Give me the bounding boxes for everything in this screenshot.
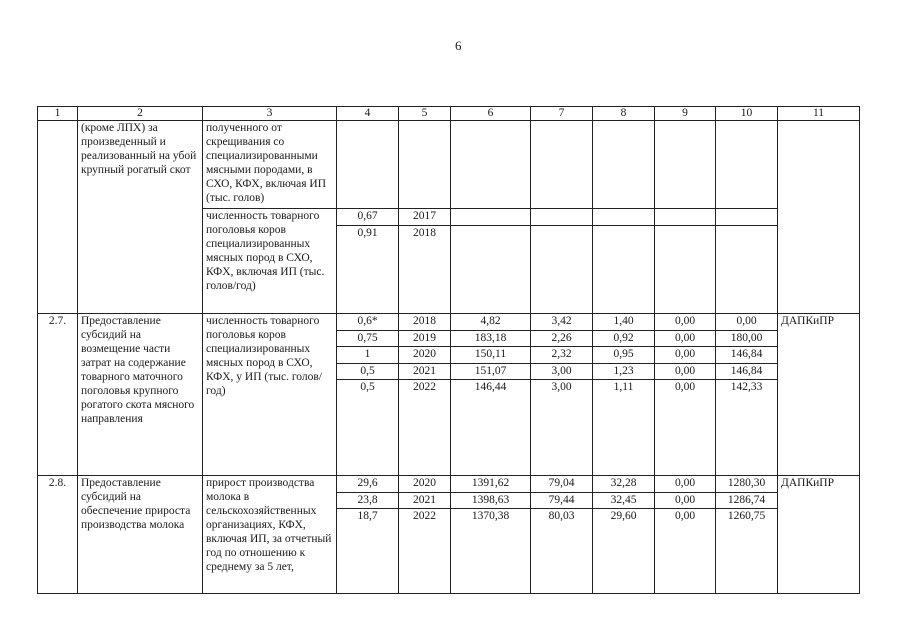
year: 2018 — [413, 226, 436, 239]
responsible-body: ДАПКиПР — [778, 476, 860, 594]
total-funding: 1391,62 — [451, 476, 530, 493]
year: 2022 — [413, 381, 436, 393]
header-row — [38, 107, 860, 121]
indicator-name: полученного от скрещивания со специализированными мясными породами, в СХО, КФХ, включая ИП (тыс. голов) — [203, 121, 337, 209]
col-header: 10 — [716, 107, 778, 121]
funding-value: 1,23 — [593, 364, 654, 381]
measure-name: Предоставление субсидий на обеспечение прироста производства молока — [78, 476, 203, 594]
funding-value: 3,00 — [531, 364, 592, 381]
year: 2020 — [399, 347, 450, 364]
funding-value: 180,00 — [716, 331, 777, 348]
funding-value: 146,84 — [716, 364, 777, 381]
indicator-value: 23,8 — [337, 493, 398, 510]
funding-value: 1280,30 — [716, 476, 777, 493]
year: 2021 — [399, 364, 450, 381]
col-header: 3 — [203, 107, 337, 121]
indicator-value: 0,5 — [337, 364, 398, 381]
col-header: 4 — [337, 107, 399, 121]
year: 2020 — [399, 476, 450, 493]
indicator-value: 0,75 — [337, 331, 398, 348]
year: 2017 — [399, 209, 450, 226]
col-header: 2 — [78, 107, 203, 121]
funding-value: 0,00 — [655, 331, 715, 348]
funding-value: 1,11 — [613, 381, 634, 393]
indicator-value: 18,7 — [357, 510, 378, 522]
table-row — [38, 476, 860, 594]
indicator-value: 1 — [337, 347, 398, 364]
year: 2018 — [399, 314, 450, 331]
funding-value: 0,00 — [655, 314, 715, 331]
table-row — [38, 314, 860, 476]
indicator-name: численность товарного поголовья коров специализированных мясных пород в СХО, КФХ, у ИП (тыс. голов/ год) — [203, 314, 337, 476]
total-funding: 146,44 — [474, 381, 507, 393]
total-funding: 1398,63 — [451, 493, 530, 510]
col-header: 1 — [38, 107, 78, 121]
indicator-value: 0,67 — [337, 209, 398, 226]
funding-value: 79,04 — [531, 476, 592, 493]
row-number: 2.7. — [38, 314, 78, 476]
funding-value: 0,00 — [674, 510, 696, 522]
total-funding: 183,18 — [451, 331, 530, 348]
total-funding: 151,07 — [451, 364, 530, 381]
funding-value: 1260,75 — [727, 510, 766, 522]
funding-value: 1,40 — [593, 314, 654, 331]
funding-value: 0,00 — [655, 347, 715, 364]
funding-value: 32,45 — [593, 493, 654, 510]
table-row — [38, 121, 860, 209]
funding-value: 79,44 — [531, 493, 592, 510]
measure-name: Предоставление субсидий на возмещение части затрат на содержание товарного маточного поголовья крупного рогатого скота мясного направления — [78, 314, 203, 476]
funding-value: 0,92 — [593, 331, 654, 348]
measure-name: (кроме ЛПХ) за произведенный и реализованный на убой крупный рогатый скот — [78, 121, 203, 314]
funding-value: 3,42 — [531, 314, 592, 331]
indicator-name: численность товарного поголовья коров специализированных мясных пород в СХО, КФХ, включая ИП (тыс. голов/год) — [203, 209, 337, 314]
col-header: 9 — [655, 107, 716, 121]
total-funding: 150,11 — [451, 347, 530, 364]
funding-value: 146,84 — [716, 347, 777, 364]
year: 2022 — [413, 510, 436, 522]
funding-value: 3,00 — [551, 381, 572, 393]
funding-value: 0,00 — [655, 476, 715, 493]
row-number: 2.8. — [38, 476, 78, 594]
responsible-body: ДАПКиПР — [778, 314, 860, 476]
col-header: 8 — [593, 107, 655, 121]
indicator-value: 0,91 — [357, 226, 378, 239]
funding-value: 0,95 — [593, 347, 654, 364]
col-header: 5 — [399, 107, 451, 121]
indicator-name: прирост производства молока в сельскохозяйственных организациях, КФХ, включая ИП, за отчетный год по отношению к среднему за 5 лет, — [203, 476, 337, 594]
year: 2019 — [399, 331, 450, 348]
funding-value: 32,28 — [593, 476, 654, 493]
funding-value: 0,00 — [674, 381, 696, 393]
total-funding: 4,82 — [451, 314, 530, 331]
indicator-value: 0,6* — [337, 314, 398, 331]
total-funding: 1370,38 — [471, 510, 510, 522]
funding-value: 80,03 — [548, 510, 575, 522]
col-header: 7 — [531, 107, 593, 121]
funding-value: 2,32 — [531, 347, 592, 364]
funding-value: 2,26 — [531, 331, 592, 348]
funding-value: 29,60 — [610, 510, 637, 522]
year: 2021 — [399, 493, 450, 510]
indicator-value: 0,5 — [360, 381, 375, 393]
indicator-value: 29,6 — [337, 476, 398, 493]
funding-value: 1286,74 — [716, 493, 777, 510]
page-number: 6 — [455, 38, 462, 53]
col-header: 6 — [451, 107, 531, 121]
funding-value: 142,33 — [730, 381, 763, 393]
funding-value: 0,00 — [655, 493, 715, 510]
funding-value: 0,00 — [655, 364, 715, 381]
funding-value: 0,00 — [716, 314, 777, 331]
program-table — [37, 106, 859, 594]
col-header: 11 — [778, 107, 860, 121]
